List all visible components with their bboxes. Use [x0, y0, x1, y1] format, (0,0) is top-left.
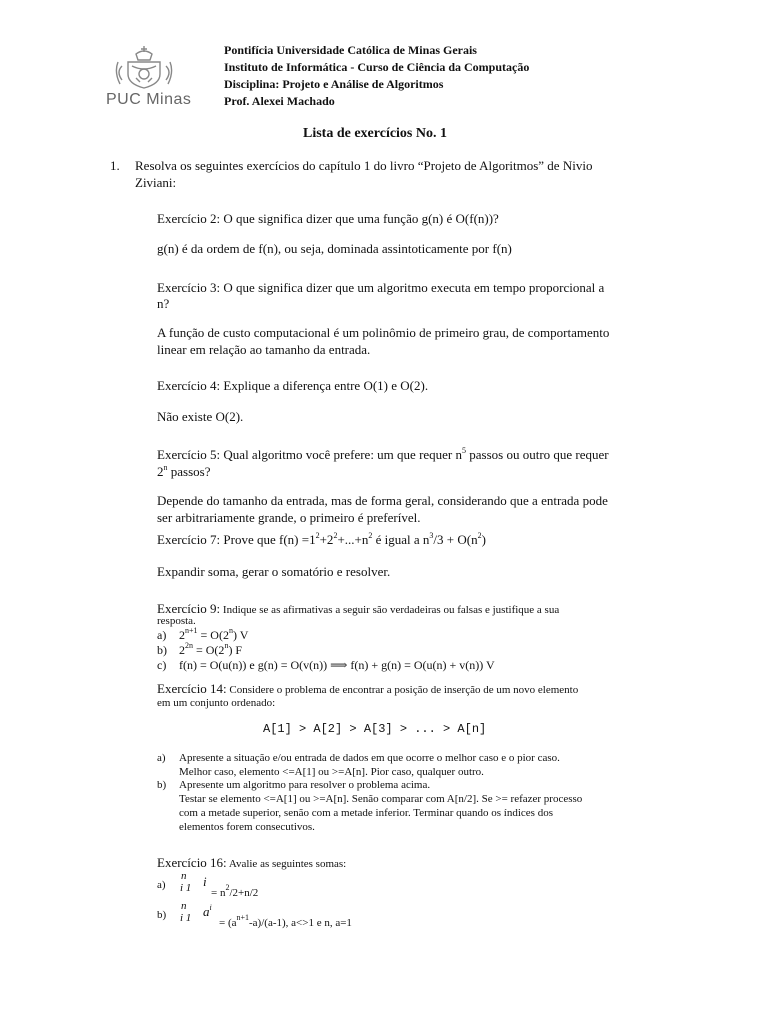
ex5-answer-line2: ser arbitrariamente grande, o primeiro é preferível.	[157, 510, 421, 525]
ex14-a-question: Apresente a situação e/ou entrada de dados em que ocorre o melhor caso e o pior caso.	[179, 752, 560, 764]
ex3-answer-line1: A função de custo computacional é um polinômio de primeiro grau, de comportamento	[157, 325, 610, 340]
crest-icon	[106, 42, 182, 90]
puc-minas-logo	[106, 42, 192, 108]
ex7-answer: Expandir soma, gerar o somatório e resolver.	[157, 564, 391, 579]
ex14-a-answer: Melhor caso, elemento <=A[1] ou >=A[n]. Pior caso, qualquer outro.	[179, 766, 484, 778]
item-text-line1: Resolva os seguintes exercícios do capítulo 1 do livro “Projeto de Algoritmos” de Nivio	[135, 158, 593, 173]
ex9-item-a: a) $2^{n+1} = O(2^n)$ V	[157, 626, 249, 642]
ex14-b-answer-line3: elementos forem consecutivos.	[179, 821, 315, 833]
ex4-answer: Não existe O(2).	[157, 409, 244, 424]
page-title: Lista de exercícios No. 1	[303, 126, 447, 141]
ex16-a-sum-bottom: i 1	[180, 882, 192, 894]
ex14-a-letter: a)	[157, 752, 166, 764]
ex14-sequence: A[1] > A[2] > A[3] > ... > A[n]	[263, 722, 487, 736]
header-professor: Prof. Alexei Machado	[224, 94, 335, 108]
ex4-question: Exercício 4: Explique a diferença entre O(1) e O(2).	[157, 378, 429, 393]
ex5-question-line2: 2$^n$ passos?	[157, 463, 211, 479]
ex14-b-question: Apresente um algoritmo para resolver o problema acima.	[179, 779, 431, 791]
header-discipline: Disciplina: Projeto e Análise de Algoritmos	[224, 77, 444, 91]
ex14-b-answer-line2: com a metade superior, senão com a metade inferior. Terminar quando os índices dos	[179, 807, 553, 819]
ex2-question: Exercício 2: O que significa dizer que uma função g(n) é O(f(n))?	[157, 211, 499, 226]
item-text-line2: Ziviani:	[135, 175, 177, 190]
ex9-item-b: b) $2^{2n} = O(2^n)$ F	[157, 641, 243, 657]
ex16-a-sum-top: n	[181, 870, 187, 882]
ex14-b-letter: b)	[157, 779, 167, 791]
ex14-question-line1: Exercício 14: Considere o problema de encontrar a posição de inserção de um novo elemento	[157, 681, 579, 696]
ex3-question-line2: n?	[157, 296, 170, 311]
ex9-item-c: c) f(n) = O(u(n)) e g(n) = O(v(n)) ⟹ f(n) + g(n) = O(u(n) + v(n)) V	[157, 658, 495, 672]
ex16-a-letter: a)	[157, 879, 166, 891]
ex16-a-term: i	[203, 874, 207, 889]
ex16-b-letter: b)	[157, 909, 167, 921]
ex7-question: Exercício 7: Prove que $f(n) =1^2+2^2+...+n^2$ é igual a $n^3/3 + O(n^2)$	[157, 531, 486, 547]
ex5-answer-line1: Depende do tamanho da entrada, mas de forma geral, considerando que a entrada pode	[157, 493, 608, 508]
header-university: Pontifícia Universidade Católica de Minas Gerais	[224, 43, 477, 57]
item-number: 1.	[110, 158, 120, 173]
ex16-b-result: = $(a^{n+1}-a)/(a-1)$, a<>1 e n, a=1	[219, 913, 352, 929]
ex16-b-term: $a^i$	[203, 903, 212, 919]
logo-text: PUC Minas	[106, 91, 192, 108]
ex16-a-result: = $n^2/2+n/2$	[211, 883, 259, 899]
ex14-b-answer-line1: Testar se elemento <=A[1] ou >=A[n]. Senão comparar com A[n/2]. Se >= refazer processo	[179, 793, 583, 805]
ex14-question-line2: em um conjunto ordenado:	[157, 697, 276, 709]
ex16-question: Exercício 16: Avalie as seguintes somas:	[157, 855, 347, 870]
ex9-question-line1: Exercício 9: Indique se as afirmativas a seguir são verdadeiras ou falsas e justifique a sua	[157, 601, 560, 616]
ex16-b-sum-top: n	[181, 900, 187, 912]
ex2-answer: g(n) é da ordem de f(n), ou seja, dominada assintoticamente por f(n)	[157, 241, 512, 256]
ex16-b-sum-bottom: i 1	[180, 912, 192, 924]
ex9-question-line2: resposta.	[157, 615, 196, 627]
header-institute: Instituto de Informática - Curso de Ciência da Computação	[224, 60, 530, 74]
ex5-question-line1: Exercício 5: Qual algoritmo você prefere: um que requer $n^5$ passos ou outro que requer	[157, 446, 609, 462]
ex3-question-line1: Exercício 3: O que significa dizer que um algoritmo executa em tempo proporcional a	[157, 280, 605, 295]
ex3-answer-line2: linear em relação ao tamanho da entrada.	[157, 342, 371, 357]
